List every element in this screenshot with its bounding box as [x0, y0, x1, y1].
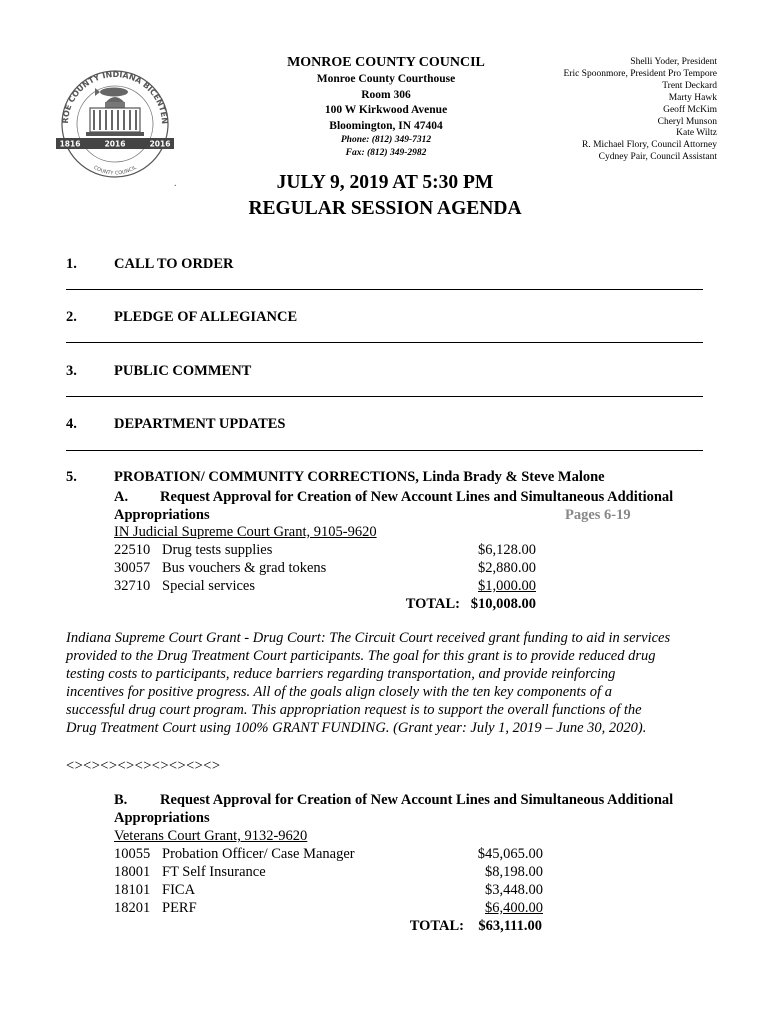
account-desc: Bus vouchers & grad tokens	[162, 560, 327, 576]
item-title-cont: Appropriations	[114, 810, 210, 826]
amount: $2,880.00	[478, 560, 536, 576]
svg-text:2016: 2016	[104, 139, 126, 149]
account-code: 30057	[114, 560, 151, 576]
amount: $6,128.00	[478, 542, 536, 558]
section-number: 4.	[66, 416, 77, 432]
item-title: Request Approval for Creation of New Account Lines and Simultaneous Additional	[160, 489, 674, 505]
county-seal-logo	[50, 62, 180, 178]
amount: $1,000.00	[478, 578, 536, 594]
grant-title: Veterans Court Grant, 9132-9620	[114, 828, 308, 844]
budget-line	[114, 845, 704, 863]
account-desc: FICA	[162, 882, 196, 898]
divider	[66, 396, 703, 397]
street-address: 100 W Kirkwood Avenue	[324, 104, 448, 116]
council-name: MONROE COUNTY COUNCIL	[287, 55, 485, 70]
item-a-title	[114, 488, 704, 506]
divider	[66, 450, 703, 451]
item-a-title-cont	[114, 506, 704, 524]
total-amount: $10,008.00	[470, 596, 536, 612]
item-b-title-cont	[114, 809, 704, 827]
account-desc: Drug tests supplies	[162, 542, 273, 558]
item-title-cont: Appropriations	[114, 507, 210, 523]
account-code: 18101	[114, 882, 151, 898]
total-amount: $63,111.00	[478, 918, 542, 934]
section-label: CALL TO ORDER	[114, 256, 234, 272]
agenda-section-1	[66, 256, 234, 273]
account-desc: FT Self Insurance	[162, 864, 266, 880]
section-number: 2.	[66, 309, 77, 325]
section-number: 1.	[66, 256, 77, 272]
page-reference: Pages 6-19	[565, 507, 631, 523]
grant-description	[66, 629, 706, 738]
grant-name	[114, 523, 704, 541]
section-number: 5.	[66, 469, 77, 485]
agenda-title: REGULAR SESSION AGENDA	[248, 198, 522, 219]
council-member-list	[477, 57, 717, 164]
member-name: Eric Spoonmore, President Pro Tempore	[563, 68, 717, 79]
member-name: Shelli Yoder, President	[630, 57, 717, 67]
paragraph-line: successful drug court program. This appropriation request is to support the overall functions of the	[66, 702, 642, 719]
item-letter: B.	[114, 792, 128, 808]
account-code: 18201	[114, 900, 151, 916]
member-name: Marty Hawk	[668, 92, 717, 103]
svg-text:MONROE COUNTY INDIANA BICENTEN: ROE COUNTY INDIANA BICENTEN	[60, 69, 170, 125]
budget-line	[114, 899, 704, 917]
section-number: 3.	[66, 363, 77, 379]
item-b-title	[114, 791, 704, 809]
account-code: 18001	[114, 864, 151, 880]
budget-line	[114, 863, 704, 881]
member-name: Cheryl Munson	[657, 116, 717, 127]
total-label: TOTAL:	[405, 596, 460, 612]
member-name: R. Michael Flory, Council Attorney	[581, 140, 717, 151]
budget-line	[114, 541, 704, 559]
svg-text:COUNTY COUNCIL: COUNTY COUNCIL	[92, 164, 138, 177]
fax-number: Fax: (812) 349-2982	[345, 147, 427, 158]
account-code: 32710	[114, 578, 151, 594]
budget-line	[114, 881, 704, 899]
meeting-date-title: JULY 9, 2019 AT 5:30 PM	[276, 172, 494, 193]
account-desc: Probation Officer/ Case Manager	[162, 846, 355, 862]
budget-line	[114, 559, 704, 577]
member-name: Trent Deckard	[662, 80, 717, 91]
paragraph-line: Drug Treatment Court using 100% GRANT FUNDING. (Grant year: July 1, 2019 – June 30, 2020).	[66, 720, 647, 737]
paragraph-line: incentives for positive progress. All of the goals align closely with the ten key components of a	[66, 684, 612, 701]
account-desc: PERF	[162, 900, 197, 916]
account-desc: Special services	[162, 578, 256, 594]
member-name: Kate Wiltz	[676, 128, 717, 139]
budget-line	[114, 577, 704, 595]
account-code: 22510	[114, 542, 151, 558]
paragraph-line: testing costs to participants, reduce barriers regarding transportation, and provide reinforcing	[66, 666, 616, 683]
agenda-section-5	[66, 469, 605, 486]
separator: <><><><><><><><><>	[66, 758, 221, 774]
grant-title: IN Judicial Supreme Court Grant, 9105-9620	[114, 524, 377, 540]
svg-text:2016: 2016	[149, 139, 171, 149]
member-name: Geoff McKim	[663, 104, 717, 115]
paragraph-line: provided to the Drug Treatment Court participants. The goal for this grant is to provide reduced drug	[66, 648, 656, 665]
total-label: TOTAL:	[409, 918, 464, 934]
account-code: 10055	[114, 846, 151, 862]
svg-text:1816: 1816	[59, 139, 81, 149]
amount: $3,448.00	[485, 882, 543, 898]
agenda-section-4	[66, 416, 286, 433]
grant-name	[114, 827, 704, 845]
amount: $45,065.00	[477, 846, 543, 862]
section-label: PUBLIC COMMENT	[114, 363, 252, 379]
item-letter: A.	[114, 489, 129, 505]
amount: $8,198.00	[485, 864, 543, 880]
section-label: DEPARTMENT UPDATES	[114, 416, 286, 432]
agenda-section-2	[66, 309, 297, 326]
item-title: Request Approval for Creation of New Account Lines and Simultaneous Additional	[160, 792, 674, 808]
city-address: Bloomington, IN 47404	[329, 119, 443, 132]
phone-number: Phone: (812) 349-7312	[340, 135, 432, 145]
amount: $6,400.00	[485, 900, 543, 916]
room-number: Room 306	[361, 88, 411, 101]
divider	[66, 289, 703, 290]
courthouse-name: Monroe County Courthouse	[316, 73, 456, 85]
paragraph-line: Indiana Supreme Court Grant - Drug Court: The Circuit Court received grant funding to aid in services	[66, 630, 671, 646]
agenda-section-3	[66, 363, 251, 380]
section-label: PLEDGE OF ALLEGIANCE	[114, 309, 298, 325]
section-label: PROBATION/ COMMUNITY CORRECTIONS, Linda Brady & Steve Malone	[114, 469, 605, 485]
member-name: Cydney Pair, Council Assistant	[598, 152, 717, 163]
stray-mark: .	[174, 178, 177, 189]
divider	[66, 342, 703, 343]
